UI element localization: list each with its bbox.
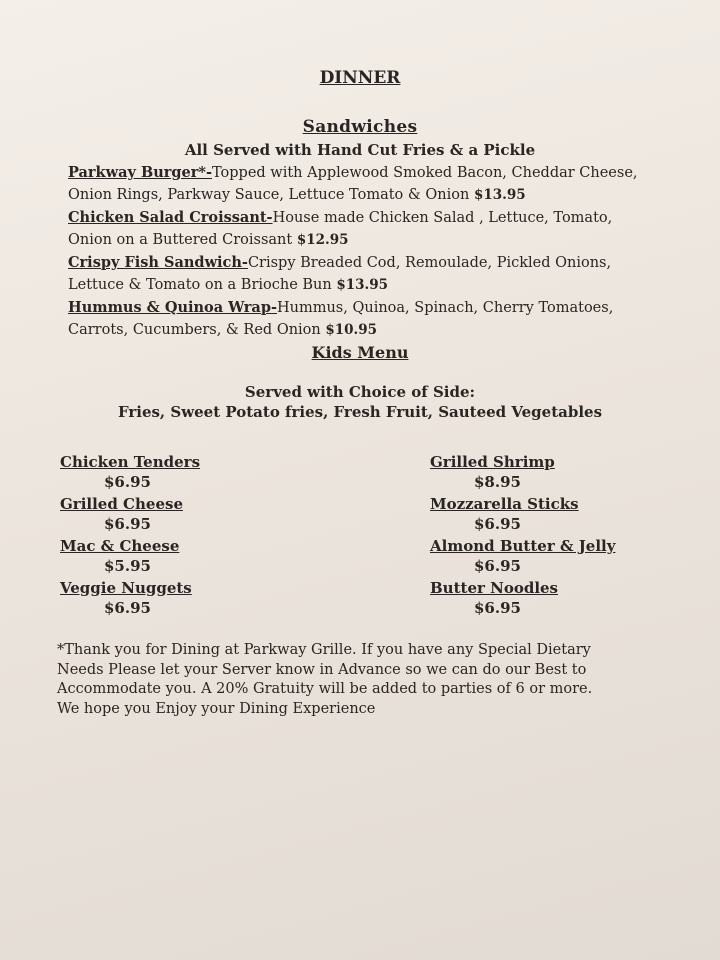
kids-item-chicken-tenders — [60, 453, 320, 491]
item-description: Crispy Breaded Cod, Remoulade, Pickled Onions, Lettuce & Tomato on a Brioche Bun — [68, 255, 612, 293]
item-name: Crispy Fish Sandwich- — [68, 254, 248, 271]
kids-item-price: $6.95 — [104, 473, 151, 491]
footnote: *Thank you for Dining at Parkway Grille. If you have any Special Dietary Needs Please let your Server know in Advance so we can do our Best to Accommodate you. A 20% Gratuity will be added to parties of 6 or more. We hope you Enjoy your Dining Experience — [57, 642, 593, 717]
kids-item-name: Butter Noodles — [430, 579, 559, 597]
kids-item-mac-cheese — [60, 537, 320, 575]
kids-item-name: Chicken Tenders — [60, 453, 201, 471]
item-name: Parkway Burger*- — [68, 164, 212, 181]
menu-item-crispy-fish-sandwich — [68, 252, 658, 296]
kids-item-price: $5.95 — [104, 557, 151, 575]
kids-item-veggie-nuggets — [60, 579, 320, 617]
sandwiches-heading: Sandwiches — [302, 117, 418, 137]
item-price: $10.95 — [325, 322, 378, 338]
item-price: $13.95 — [473, 187, 526, 203]
menu-item-chicken-salad-croissant — [68, 207, 658, 251]
kids-item-name: Grilled Shrimp — [430, 453, 555, 471]
item-name: Chicken Salad Croissant- — [68, 209, 273, 226]
kids-item-price: $6.95 — [104, 599, 151, 617]
kids-item-almond-butter-jelly — [430, 537, 690, 575]
kids-menu-heading: Kids Menu — [311, 343, 409, 362]
kids-item-price: $6.95 — [474, 557, 521, 575]
kids-sides-line-2: Fries, Sweet Potato fries, Fresh Fruit, Sauteed Vegetables — [117, 403, 603, 421]
item-description: Topped with Applewood Smoked Bacon, Cheddar Cheese, Onion Rings, Parkway Sauce, Lettuce Tomato & Onion — [68, 165, 638, 203]
kids-item-name: Veggie Nuggets — [60, 579, 192, 597]
kids-item-name: Mozzarella Sticks — [430, 495, 579, 513]
item-description: House made Chicken Salad , Lettuce, Tomato, Onion on a Buttered Croissant — [68, 210, 613, 248]
kids-sides-line-1: Served with Choice of Side: — [244, 383, 476, 401]
item-name: Hummus & Quinoa Wrap- — [68, 299, 277, 316]
item-price: $12.95 — [296, 232, 349, 248]
sandwiches-subheading: All Served with Hand Cut Fries & a Pickle — [184, 141, 536, 159]
kids-item-price: $6.95 — [474, 515, 521, 533]
kids-item-price: $6.95 — [104, 515, 151, 533]
page-title: DINNER — [319, 68, 401, 88]
kids-item-name: Grilled Cheese — [60, 495, 183, 513]
kids-item-price: $8.95 — [474, 473, 521, 491]
item-price: $13.95 — [336, 277, 389, 293]
kids-item-name: Mac & Cheese — [60, 537, 180, 555]
kids-item-name: Almond Butter & Jelly — [430, 537, 616, 555]
kids-item-grilled-cheese — [60, 495, 320, 533]
kids-item-mozzarella-sticks — [430, 495, 690, 533]
kids-item-grilled-shrimp — [430, 453, 690, 491]
menu-item-hummus-quinoa-wrap — [68, 297, 658, 341]
kids-item-price: $6.95 — [474, 599, 521, 617]
kids-item-butter-noodles — [430, 579, 690, 617]
item-description: Hummus, Quinoa, Spinach, Cherry Tomatoes, Carrots, Cucumbers, & Red Onion — [68, 300, 614, 338]
menu-item-parkway-burger — [68, 162, 658, 206]
